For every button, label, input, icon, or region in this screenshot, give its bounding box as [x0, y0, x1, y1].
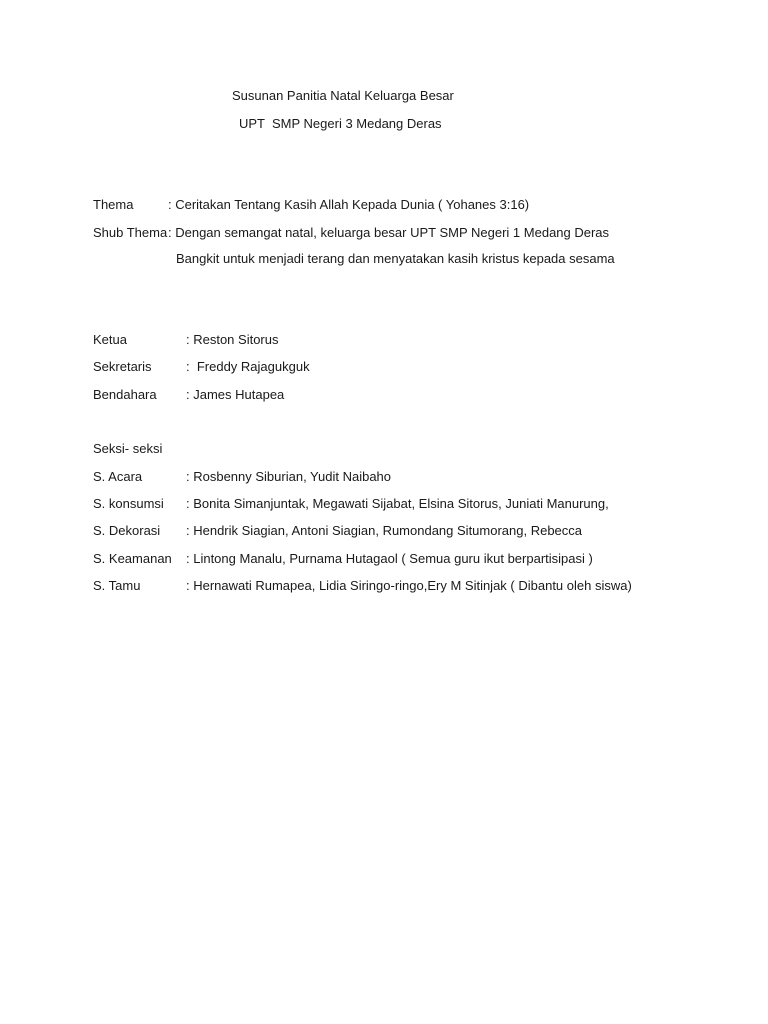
section-members: : Hendrik Siagian, Antoni Siagian, Rumondang Situmorang, Rebecca [186, 523, 583, 538]
document-subtitle: UPT SMP Negeri 3 Medang Deras [239, 116, 442, 131]
theme-row [0, 197, 768, 213]
officer-role: Ketua [93, 332, 127, 347]
document-title: Susunan Panitia Natal Keluarga Besar [232, 88, 454, 103]
section-row [0, 496, 768, 512]
section-members: : Hernawati Rumapea, Lidia Siringo-ringo,Ery M Sitinjak ( Dibantu oleh siswa) [186, 578, 632, 593]
officer-row [0, 387, 768, 403]
sub-theme-value: : Dengan semangat natal, keluarga besar UPT SMP Negeri 1 Medang Deras [168, 225, 610, 240]
sub-theme-row [0, 225, 768, 241]
officer-role: Bendahara [93, 387, 157, 402]
sub-theme-continued-row [0, 251, 768, 267]
section-row [0, 578, 768, 594]
section-row [0, 469, 768, 485]
officer-row [0, 332, 768, 348]
section-role: S. konsumsi [93, 496, 164, 511]
section-role: S. Keamanan [93, 551, 172, 566]
sections-heading: Seksi- seksi [93, 441, 163, 456]
sub-theme-label: Shub Thema [93, 225, 168, 240]
officer-role: Sekretaris [93, 359, 152, 374]
section-members: : Rosbenny Siburian, Yudit Naibaho [186, 469, 392, 484]
officer-row [0, 359, 768, 375]
section-row [0, 551, 768, 567]
theme-label: Thema [93, 197, 134, 212]
officer-name: : Reston Sitorus [186, 332, 279, 347]
section-row [0, 523, 768, 539]
section-role: S. Acara [93, 469, 143, 484]
officer-name: : James Hutapea [186, 387, 285, 402]
sections-heading-row [0, 441, 768, 457]
theme-value: : Ceritakan Tentang Kasih Allah Kepada Dunia ( Yohanes 3:16) [168, 197, 530, 212]
section-members: : Bonita Simanjuntak, Megawati Sijabat, Elsina Sitorus, Juniati Manurung, [186, 496, 609, 511]
sub-theme-value-continued: Bangkit untuk menjadi terang dan menyatakan kasih kristus kepada sesama [176, 251, 615, 266]
section-role: S. Tamu [93, 578, 141, 593]
section-role: S. Dekorasi [93, 523, 161, 538]
section-members: : Lintong Manalu, Purnama Hutagaol ( Semua guru ikut berpartisipasi ) [186, 551, 593, 566]
officer-name: : Freddy Rajagukguk [186, 359, 310, 374]
